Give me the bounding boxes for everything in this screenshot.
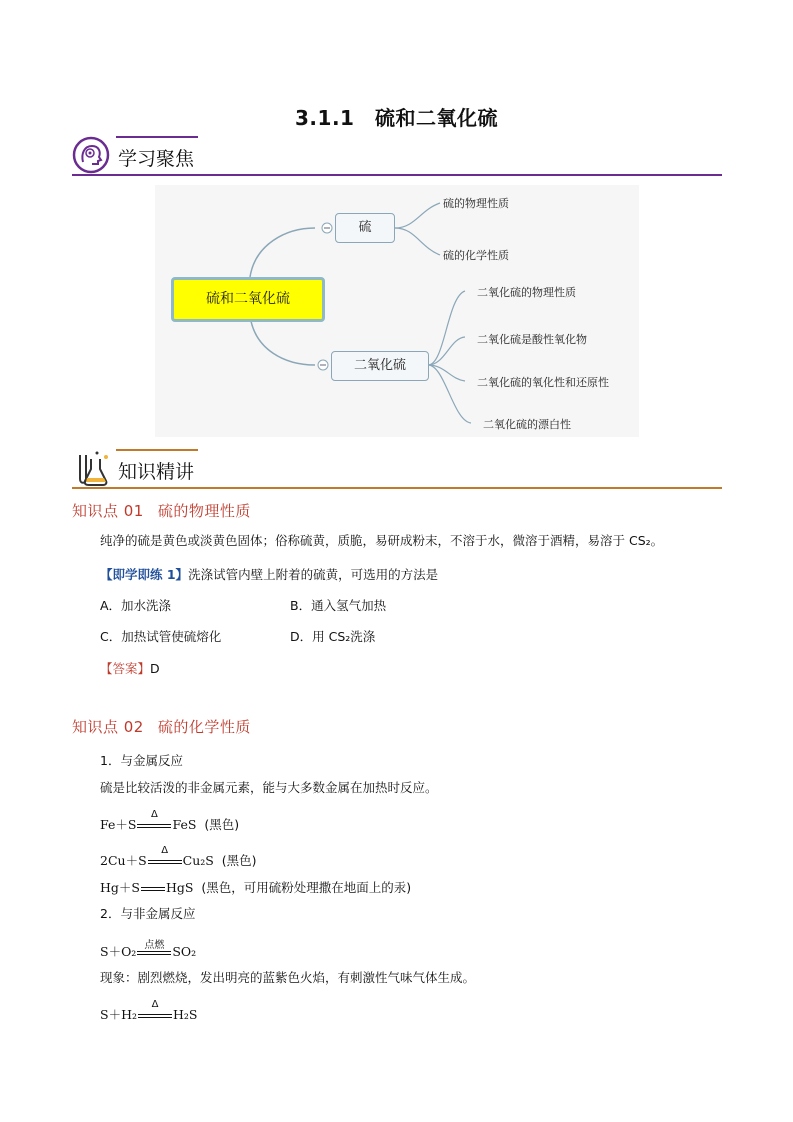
subheading: 2．与非金属反应 — [100, 906, 196, 921]
answer-value: D — [150, 661, 160, 676]
option-d: D．用 CS₂洗涤 — [290, 629, 376, 644]
option-a: A．加水洗涤 — [100, 598, 172, 613]
section-header-focus — [72, 136, 722, 176]
equation-product: HgS — [165, 880, 194, 895]
equation-reactants: 2Cu＋S — [100, 853, 147, 868]
equation-reactants: Fe＋S — [100, 817, 137, 832]
equation — [100, 878, 411, 897]
condition: Δ — [161, 844, 169, 856]
knowledge-point-heading — [72, 716, 265, 737]
equation — [100, 939, 197, 960]
equation-product: Cu₂S — [182, 853, 214, 868]
header-top-line — [116, 449, 198, 451]
equals-sign — [138, 998, 172, 1021]
mind-map-leaf: 硫的化学性质 — [443, 249, 509, 262]
mind-map-leaf: 硫的物理性质 — [443, 197, 509, 210]
subheading: 1．与金属反应 — [100, 753, 183, 768]
answer — [100, 660, 160, 678]
knowledge-point-heading — [72, 500, 265, 521]
equation-reactants: S＋O₂ — [100, 944, 137, 959]
mind-map — [155, 185, 639, 437]
knowledge-point-number: 知识点 02 — [72, 718, 144, 736]
equation-product: H₂S — [172, 1007, 198, 1022]
knowledge-point-number: 知识点 01 — [72, 502, 144, 520]
equation — [100, 844, 257, 870]
mind-map-leaf: 二氧化硫的氧化性和还原性 — [477, 376, 609, 389]
answer-tag: 【答案】 — [100, 661, 151, 676]
equals-sign — [141, 884, 165, 894]
equation-reactants: Hg＋S — [100, 880, 140, 895]
equation-reactants: S＋H₂ — [100, 1007, 137, 1022]
exercise-question — [100, 566, 438, 584]
brain-head-icon — [72, 136, 110, 174]
equation-product: FeS — [172, 817, 197, 832]
paragraph: 硫是比较活泼的非金属元素，能与大多数金属在加热时反应。 — [100, 780, 438, 795]
page-title: 3.1.1 硫和二氧化硫 — [295, 106, 498, 130]
equation — [100, 998, 198, 1023]
equation-note: (黑色) — [204, 817, 240, 832]
section-label: 学习聚焦 — [118, 148, 195, 170]
mind-map-leaf: 二氧化硫的漂白性 — [483, 418, 571, 431]
equals-sign — [137, 808, 171, 831]
option-c: C．加热试管使硫熔化 — [100, 629, 222, 644]
header-underline — [72, 174, 722, 176]
header-top-line — [116, 136, 198, 138]
condition: 点燃 — [144, 939, 165, 951]
equation-note: (黑色) — [221, 853, 257, 868]
knowledge-point-title: 硫的物理性质 — [157, 502, 251, 520]
paragraph: 现象：剧烈燃烧，发出明亮的蓝紫色火焰，有刺激性气味气体生成。 — [100, 970, 476, 985]
equals-sign — [137, 939, 171, 958]
mind-map-root: 硫和二氧化硫 — [171, 277, 325, 322]
knowledge-point-title: 硫的化学性质 — [157, 718, 251, 736]
condition: Δ — [151, 998, 159, 1010]
mind-map-leaf: 二氧化硫是酸性氧化物 — [477, 333, 587, 346]
equation-product: SO₂ — [172, 944, 197, 959]
mind-map-leaf: 二氧化硫的物理性质 — [477, 286, 576, 299]
equation — [100, 808, 240, 834]
equation-note: (黑色，可用硫粉处理撒在地面上的汞) — [201, 880, 412, 895]
header-underline — [72, 487, 722, 489]
flask-icon — [72, 449, 110, 487]
option-b: B．通入氢气加热 — [290, 598, 387, 613]
section-header-knowledge — [72, 449, 722, 489]
paragraph: 纯净的硫是黄色或淡黄色固体；俗称硫黄，质脆，易研成粉末，不溶于水，微溶于酒精，易溶于 CS₂。 — [100, 533, 664, 548]
condition: Δ — [151, 808, 158, 820]
exercise-tag: 【即学即练 1】 — [100, 567, 189, 582]
equals-sign — [148, 844, 182, 867]
mind-map-branch-so2: 二氧化硫 — [331, 351, 429, 381]
section-label: 知识精讲 — [118, 461, 195, 483]
exercise-text: 洗涤试管内壁上附着的硫黄，可选用的方法是 — [188, 567, 439, 582]
mind-map-branch-sulfur: 硫 — [335, 213, 395, 243]
